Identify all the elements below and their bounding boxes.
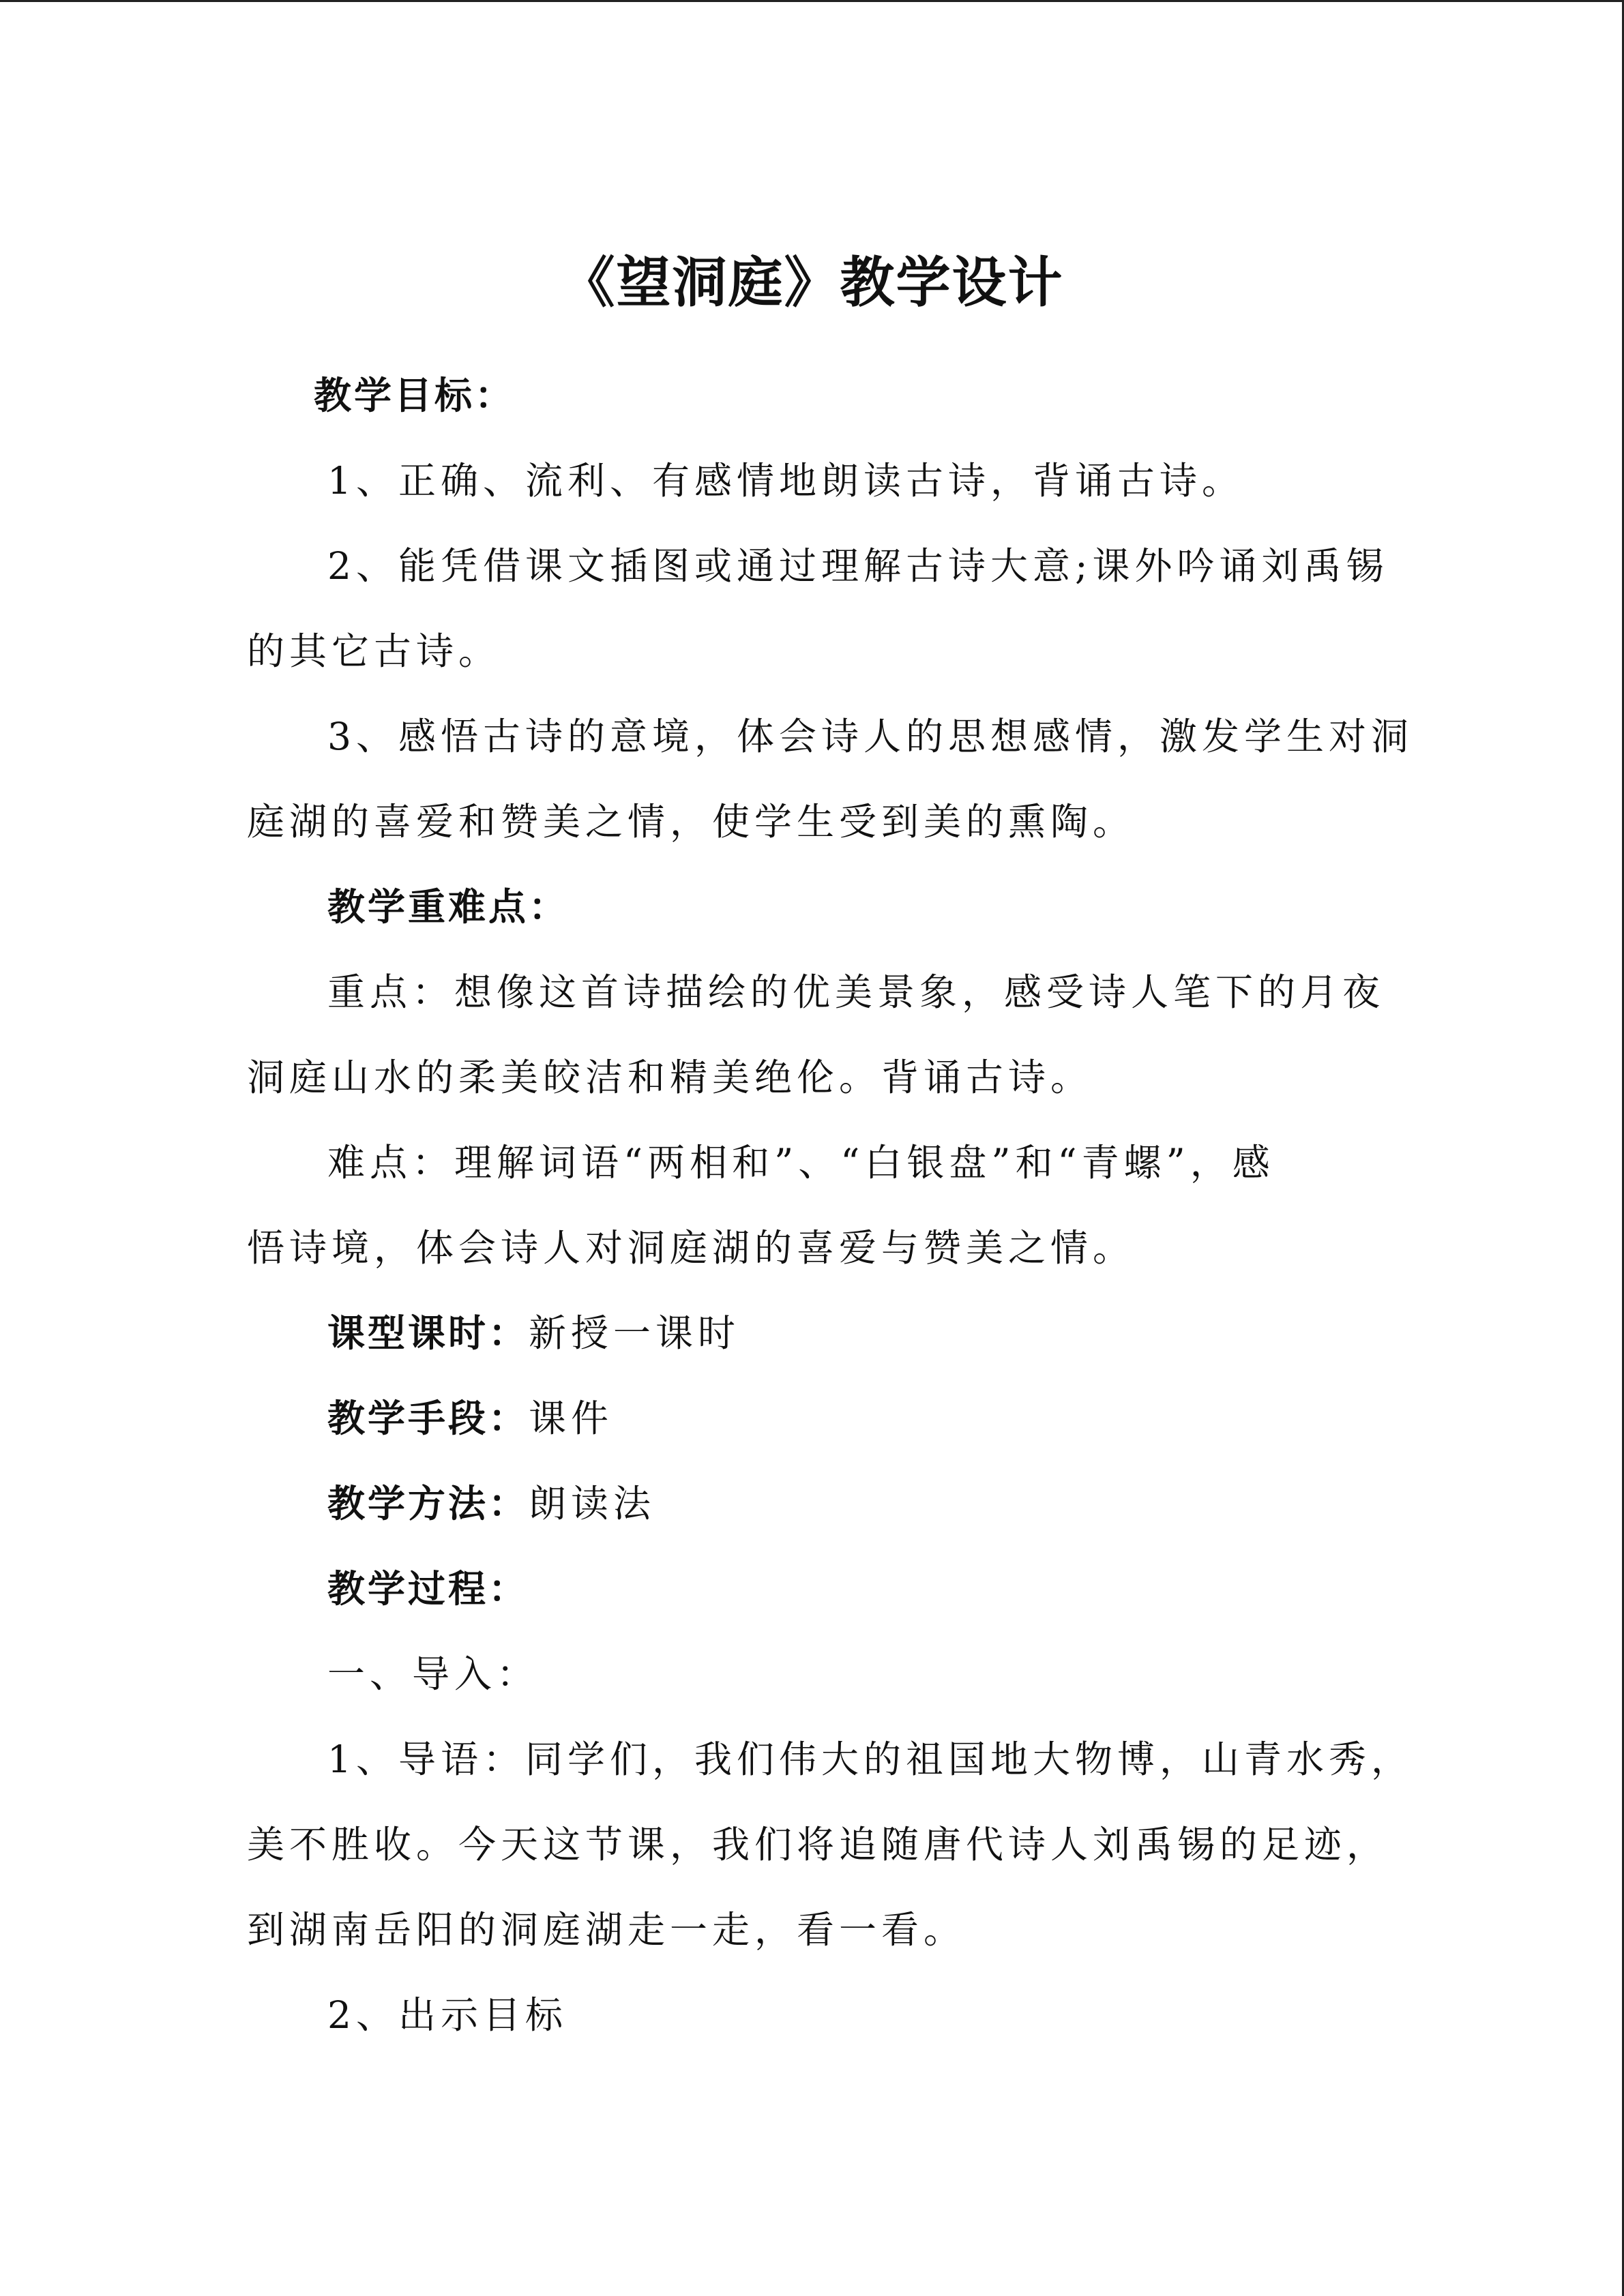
lesson-type-label: 课型课时： (327, 1311, 529, 1355)
process-heading: 教学过程： (327, 1567, 529, 1611)
objective-2-line-1: 2、能凭借课文插图或通过理解古诗大意;课外吟诵刘禹锡 (327, 544, 1389, 588)
objectives-heading: 教学目标： (314, 374, 516, 417)
intro-line-2: 美不胜收。今天这节课，我们将追随唐代诗人刘禹锡的足迹， (247, 1823, 1389, 1866)
lesson-type-value: 新授一课时 (529, 1311, 741, 1355)
intro-line-1: 1、导语：同学们，我们伟大的祖国地大物博，山青水秀， (327, 1738, 1413, 1781)
objective-3-line-2: 庭湖的喜爱和赞美之情，使学生受到美的熏陶。 (247, 800, 1136, 844)
teaching-means-row (327, 1391, 613, 1446)
difficulty-line-2: 悟诗境，体会诗人对洞庭湖的喜爱与赞美之情。 (247, 1226, 1136, 1270)
show-goals: 2、出示目标 (327, 1993, 567, 2037)
section-1-heading: 一、导入： (327, 1652, 540, 1696)
teaching-method-value: 朗读法 (529, 1482, 656, 1525)
teaching-means-label: 教学手段： (327, 1397, 529, 1440)
teaching-means-value: 课件 (529, 1397, 614, 1440)
objective-1: 1、正确、流利、有感情地朗读古诗，背诵古诗。 (327, 459, 1244, 503)
difficulty-line-1: 难点：理解词语“两相和”、“白银盘”和“青螺”，感 (327, 1141, 1275, 1184)
key-point-line-1: 重点：想像这首诗描绘的优美景象，感受诗人笔下的月夜 (327, 970, 1385, 1014)
objective-2-line-2: 的其它古诗。 (247, 629, 501, 673)
intro-line-3: 到湖南岳阳的洞庭湖走一走，看一看。 (247, 1908, 966, 1952)
objective-3-line-1: 3、感悟古诗的意境，体会诗人的思想感情，激发学生对洞 (327, 715, 1413, 758)
teaching-method-label: 教学方法： (327, 1482, 529, 1525)
key-point-line-2: 洞庭山水的柔美皎洁和精美绝伦。背诵古诗。 (247, 1056, 1093, 1099)
teaching-method-row (327, 1476, 655, 1531)
key-points-heading: 教学重难点： (327, 885, 570, 929)
page-title: 《望洞庭》教学设计 (560, 251, 1064, 314)
lesson-type-row (327, 1306, 740, 1360)
